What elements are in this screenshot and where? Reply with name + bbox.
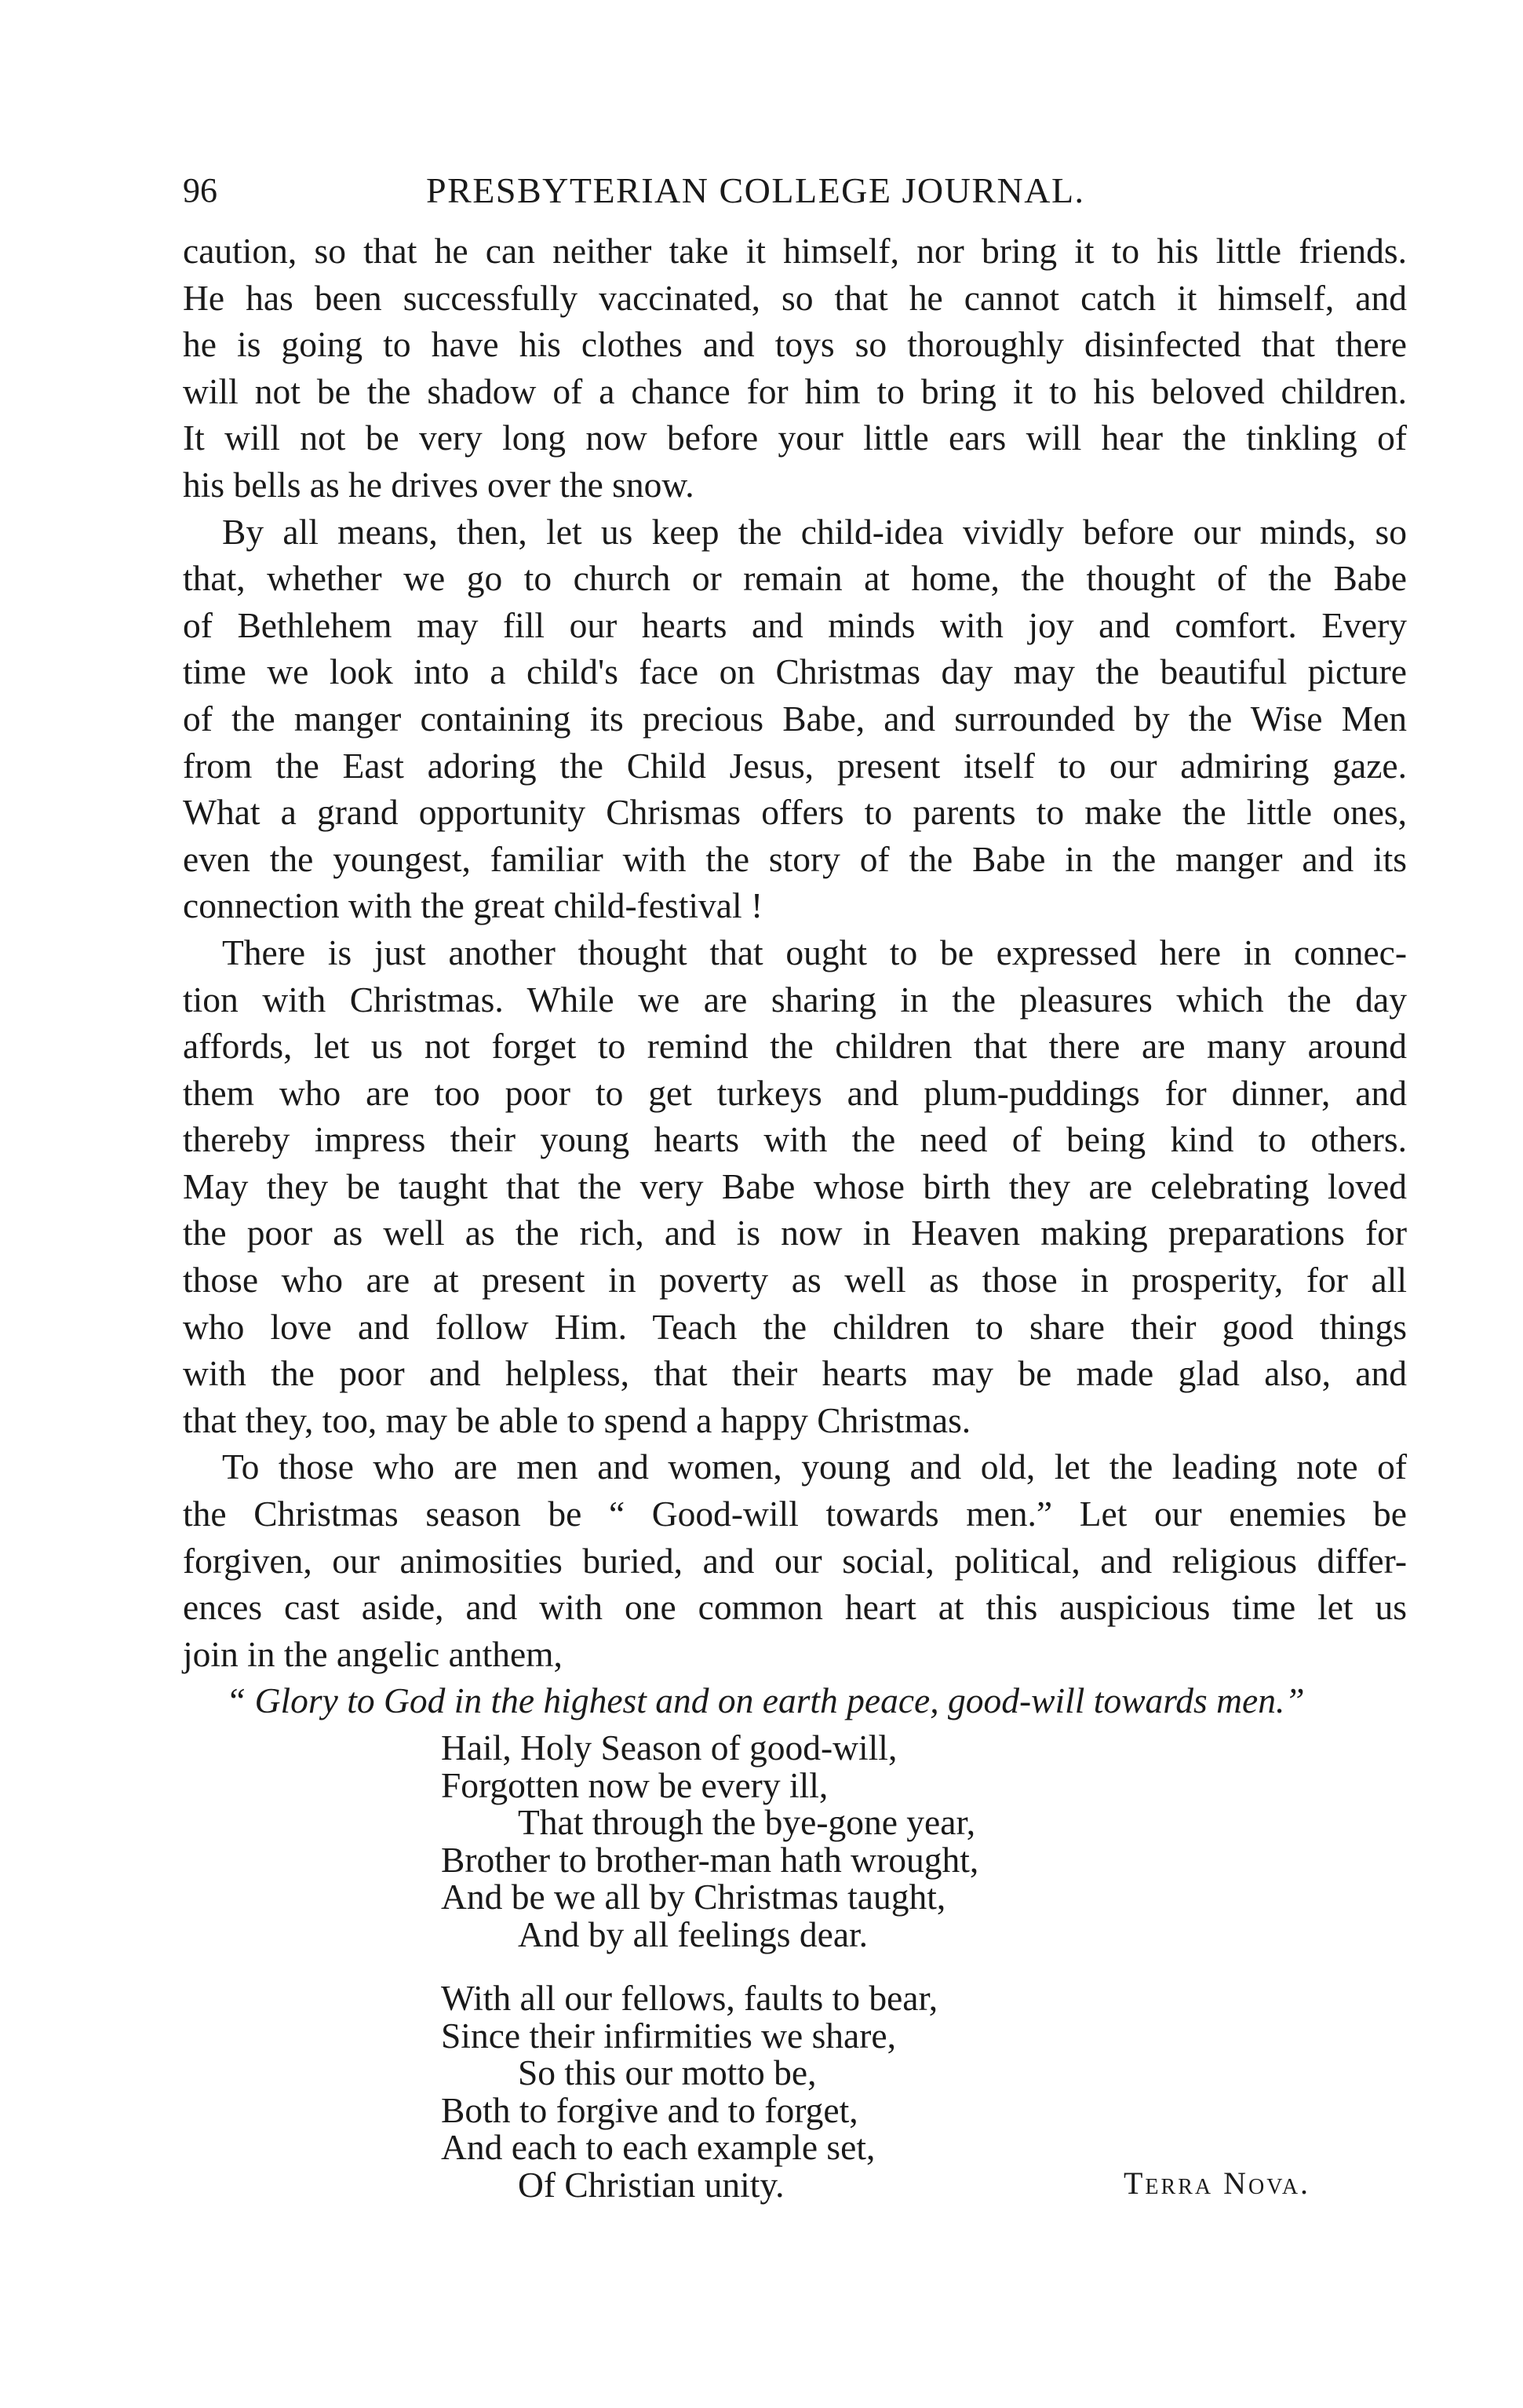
text-line: them who are too poor to get turkeys and plum-puddings for dinner, and (183, 1072, 1407, 1113)
quotation-line: “ Glory to God in the highest and on earth peace, good-will towards men.” (226, 1680, 1305, 1721)
text-line: connection with the great child-festival ! (183, 885, 763, 926)
text-line: ences cast aside, and with one common heart at this auspicious time let us (183, 1587, 1407, 1628)
poem-line: Both to forgive and to forget, (441, 2089, 858, 2130)
text-line: thereby impress their young hearts with the need of being kind to others. (183, 1119, 1407, 1160)
text-line: will not be the shadow of a chance for him to bring it to his beloved children. (183, 370, 1407, 411)
article-body (183, 228, 1407, 1724)
poem-line: Brother to brother-man hath wrought, (441, 1839, 979, 1880)
text-line: May they be taught that the very Babe whose birth they are celebrating loved (183, 1166, 1407, 1206)
running-title: PRESBYTERIAN COLLEGE JOURNAL. (426, 170, 1085, 210)
text-line: It will not be very long now before your little ears will hear the tinkling of (183, 418, 1407, 458)
text-line: the Christmas season be “ Good-will towards men.” Let our enemies be (183, 1494, 1407, 1534)
text-line: of Bethlehem may fill our hearts and minds with joy and comfort. Every (183, 604, 1407, 645)
poem-line: Since their infirmities we share, (441, 2015, 896, 2056)
text-line: caution, so that he can neither take it himself, nor bring it to his little friends. (183, 231, 1407, 271)
text-line: he is going to have his clothes and toys so thoroughly disinfected that there (183, 324, 1407, 365)
text-line: even the youngest, familiar with the story of the Babe in the manger and its (183, 838, 1407, 879)
poem-line: With all our fellows, faults to bear, (441, 1978, 938, 2018)
text-line: There is just another thought that ought to be expressed here in connec- (222, 932, 1407, 972)
poem-line: And by all feelings dear. (518, 1914, 869, 1954)
text-line: He has been successfully vaccinated, so that he cannot catch it himself, and (183, 277, 1407, 318)
text-line: that, whether we go to church or remain at home, the thought of the Babe (183, 558, 1407, 599)
text-line: tion with Christmas. While we are sharing in the pleasures which the day (183, 979, 1407, 1020)
text-line: his bells as he drives over the snow. (183, 464, 694, 505)
poem-line: And each to each example set, (441, 2127, 876, 2167)
page-header (183, 163, 1407, 218)
poem-line: And be we all by Christmas taught, (441, 1877, 946, 1917)
text-line: the poor as well as the rich, and is now in Heaven making preparations for (183, 1213, 1407, 1253)
poem-line: Of Christian unity. (518, 2164, 785, 2205)
text-line: with the poor and helpless, that their hearts may be made glad also, and (183, 1353, 1407, 1394)
poem-line: Forgotten now be every ill, (441, 1764, 829, 1805)
text-line: time we look into a child's face on Christmas day may the beautiful picture (183, 651, 1407, 692)
poem-stanza-1 (0, 1729, 1523, 1953)
poem-line: Hail, Holy Season of good-will, (441, 1728, 898, 1768)
text-line: To those who are men and women, young and old, let the leading note of (222, 1447, 1407, 1487)
text-line: from the East adoring the Child Jesus, present itself to our admiring gaze. (183, 745, 1407, 786)
text-line: By all means, then, let us keep the child-idea vividly before our minds, so (222, 511, 1407, 552)
page-number: 96 (183, 171, 217, 210)
author-signature: Terra Nova. (1124, 2165, 1311, 2201)
text-line: who love and follow Him. Teach the children to share their good things (183, 1306, 1407, 1347)
poem-line: That through the bye-gone year, (518, 1802, 976, 1842)
text-line: join in the angelic anthem, (183, 1633, 563, 1674)
text-line: of the manger containing its precious Babe, and surrounded by the Wise Men (183, 698, 1407, 739)
text-line: those who are at present in poverty as well as those in prosperity, for all (183, 1260, 1407, 1301)
text-line: What a grand opportunity Chrismas offers to parents to make the little ones, (183, 792, 1407, 833)
poem-line: So this our motto be, (518, 2052, 817, 2092)
text-line: forgiven, our animosities buried, and our social, political, and religious differ- (183, 1540, 1407, 1581)
text-line: that they, too, may be able to spend a happy Christmas. (183, 1399, 971, 1440)
text-line: affords, let us not forget to remind the children that there are many around (183, 1026, 1407, 1067)
